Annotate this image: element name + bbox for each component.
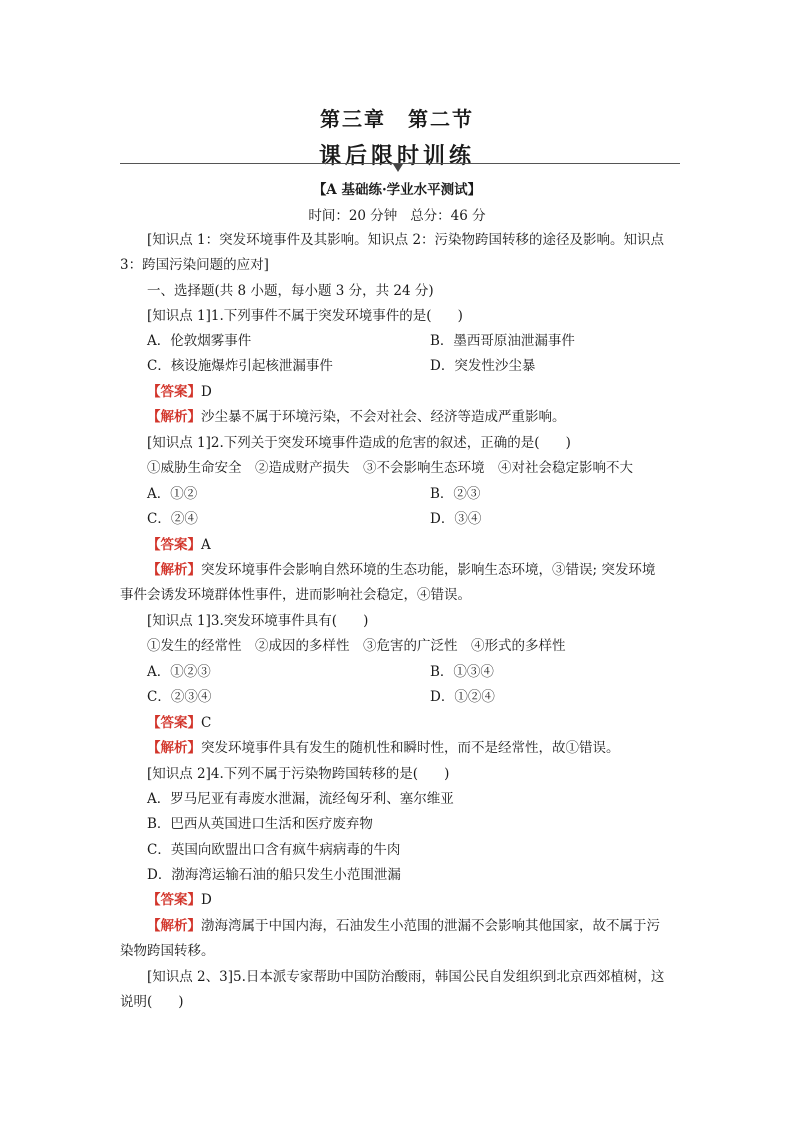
- question-2-option-b: B．②③: [430, 486, 481, 502]
- question-3-analysis: 【解析】突发环境事件具有发生的随机性和瞬时性，而不是经常性，故①错误。: [147, 740, 620, 756]
- answer-label: 【答案】: [147, 384, 201, 400]
- exam-meta: [0, 204, 794, 224]
- analysis-label: 【解析】: [147, 918, 201, 934]
- question-4-option-c: C．英国向欧盟出口含有疯牛病病毒的牛肉: [147, 842, 401, 858]
- question-1-answer: 【答案】D: [147, 384, 212, 400]
- question-4-analysis: 【解析】渤海湾属于中国内海，石油发生小范围的泄漏不会影响其他国家，故不属于污: [147, 918, 660, 934]
- question-5-stem-cont: 说明( ): [120, 994, 184, 1010]
- question-2-option-d: D．③④: [430, 511, 482, 527]
- answer-label: 【答案】: [147, 892, 201, 908]
- question-3-stem: [知识点 1]3.突发环境事件具有( ): [147, 613, 369, 629]
- question-3-option-d: D．①②④: [430, 689, 495, 705]
- question-2-stem: [知识点 1]2.下列关于突发环境事件造成的危害的叙述，正确的是( ): [147, 435, 571, 451]
- question-3-option-a: A．①②③: [147, 664, 211, 680]
- question-3-answer: 【答案】C: [147, 715, 212, 731]
- analysis-label: 【解析】: [147, 409, 201, 425]
- chapter-title: [0, 103, 794, 132]
- knowledge-intro-line-2: 3：跨国污染问题的应对]: [120, 257, 269, 273]
- page-subtitle: 课后限时训练: [318, 143, 475, 169]
- question-4-stem: [知识点 2]4.下列不属于污染物跨国转移的是( ): [147, 766, 450, 782]
- question-3-option-c: C．②③④: [147, 689, 212, 705]
- answer-label: 【答案】: [147, 537, 201, 553]
- question-1-option-a: A．伦敦烟雾事件: [147, 333, 252, 349]
- question-4-option-b: B．巴西从英国进口生活和医疗废弃物: [147, 816, 373, 832]
- question-1-analysis: 【解析】沙尘暴不属于环境污染，不会对社会、经济等造成严重影响。: [147, 409, 566, 425]
- question-4-option-a: A．罗马尼亚有毒废水泄漏，流经匈牙利、塞尔维亚: [147, 791, 454, 807]
- time-label: 时间：20 分钟: [308, 208, 398, 224]
- question-3-items: ①发生的经常性 ②成因的多样性 ③危害的广泛性 ④形式的多样性: [147, 638, 566, 654]
- divider-triangle-icon: [393, 164, 403, 172]
- part-heading: 一、选择题(共 8 小题，每小题 3 分，共 24 分): [147, 283, 434, 299]
- question-2-analysis: 【解析】突发环境事件会影响自然环境的生态功能，影响生态环境，③错误; 突发环境: [147, 562, 656, 578]
- analysis-label: 【解析】: [147, 740, 201, 756]
- question-2-answer: 【答案】A: [147, 537, 211, 553]
- knowledge-intro-line-1: [知识点 1：突发环境事件及其影响。知识点 2：污染物跨国转移的途径及影响。知识点: [147, 232, 665, 248]
- section-label: 第二节: [408, 107, 474, 131]
- question-4-option-d: D．渤海湾运输石油的船只发生小范围泄漏: [147, 867, 401, 883]
- question-2-items: ①威胁生命安全 ②造成财产损失 ③不会影响生态环境 ④对社会稳定影响不大: [147, 460, 633, 476]
- analysis-label: 【解析】: [147, 562, 201, 578]
- answer-label: 【答案】: [147, 715, 201, 731]
- score-label: 总分：46 分: [410, 208, 486, 224]
- chapter-label: 第三章: [320, 107, 386, 131]
- question-4-answer: 【答案】D: [147, 892, 212, 908]
- question-4-analysis-cont: 染物跨国转移。: [120, 943, 215, 959]
- level-title: 【A 基础练·学业水平测试】: [312, 182, 482, 198]
- question-2-analysis-cont: 事件会诱发环境群体性事件，进而影响社会稳定，④错误。: [120, 587, 471, 603]
- question-5-stem: [知识点 2、3]5.日本派专家帮助中国防治酸雨，韩国公民自发组织到北京西郊植树，这: [147, 969, 665, 985]
- question-3-option-b: B．①③④: [430, 664, 494, 680]
- question-1-option-b: B．墨西哥原油泄漏事件: [430, 333, 575, 349]
- question-1-option-d: D．突发性沙尘暴: [430, 358, 536, 374]
- question-2-option-a: A．①②: [147, 486, 198, 502]
- question-1-option-c: C．核设施爆炸引起核泄漏事件: [147, 358, 333, 374]
- question-1-stem: [知识点 1]1.下列事件不属于突发环境事件的是( ): [147, 308, 463, 324]
- question-2-option-c: C．②④: [147, 511, 198, 527]
